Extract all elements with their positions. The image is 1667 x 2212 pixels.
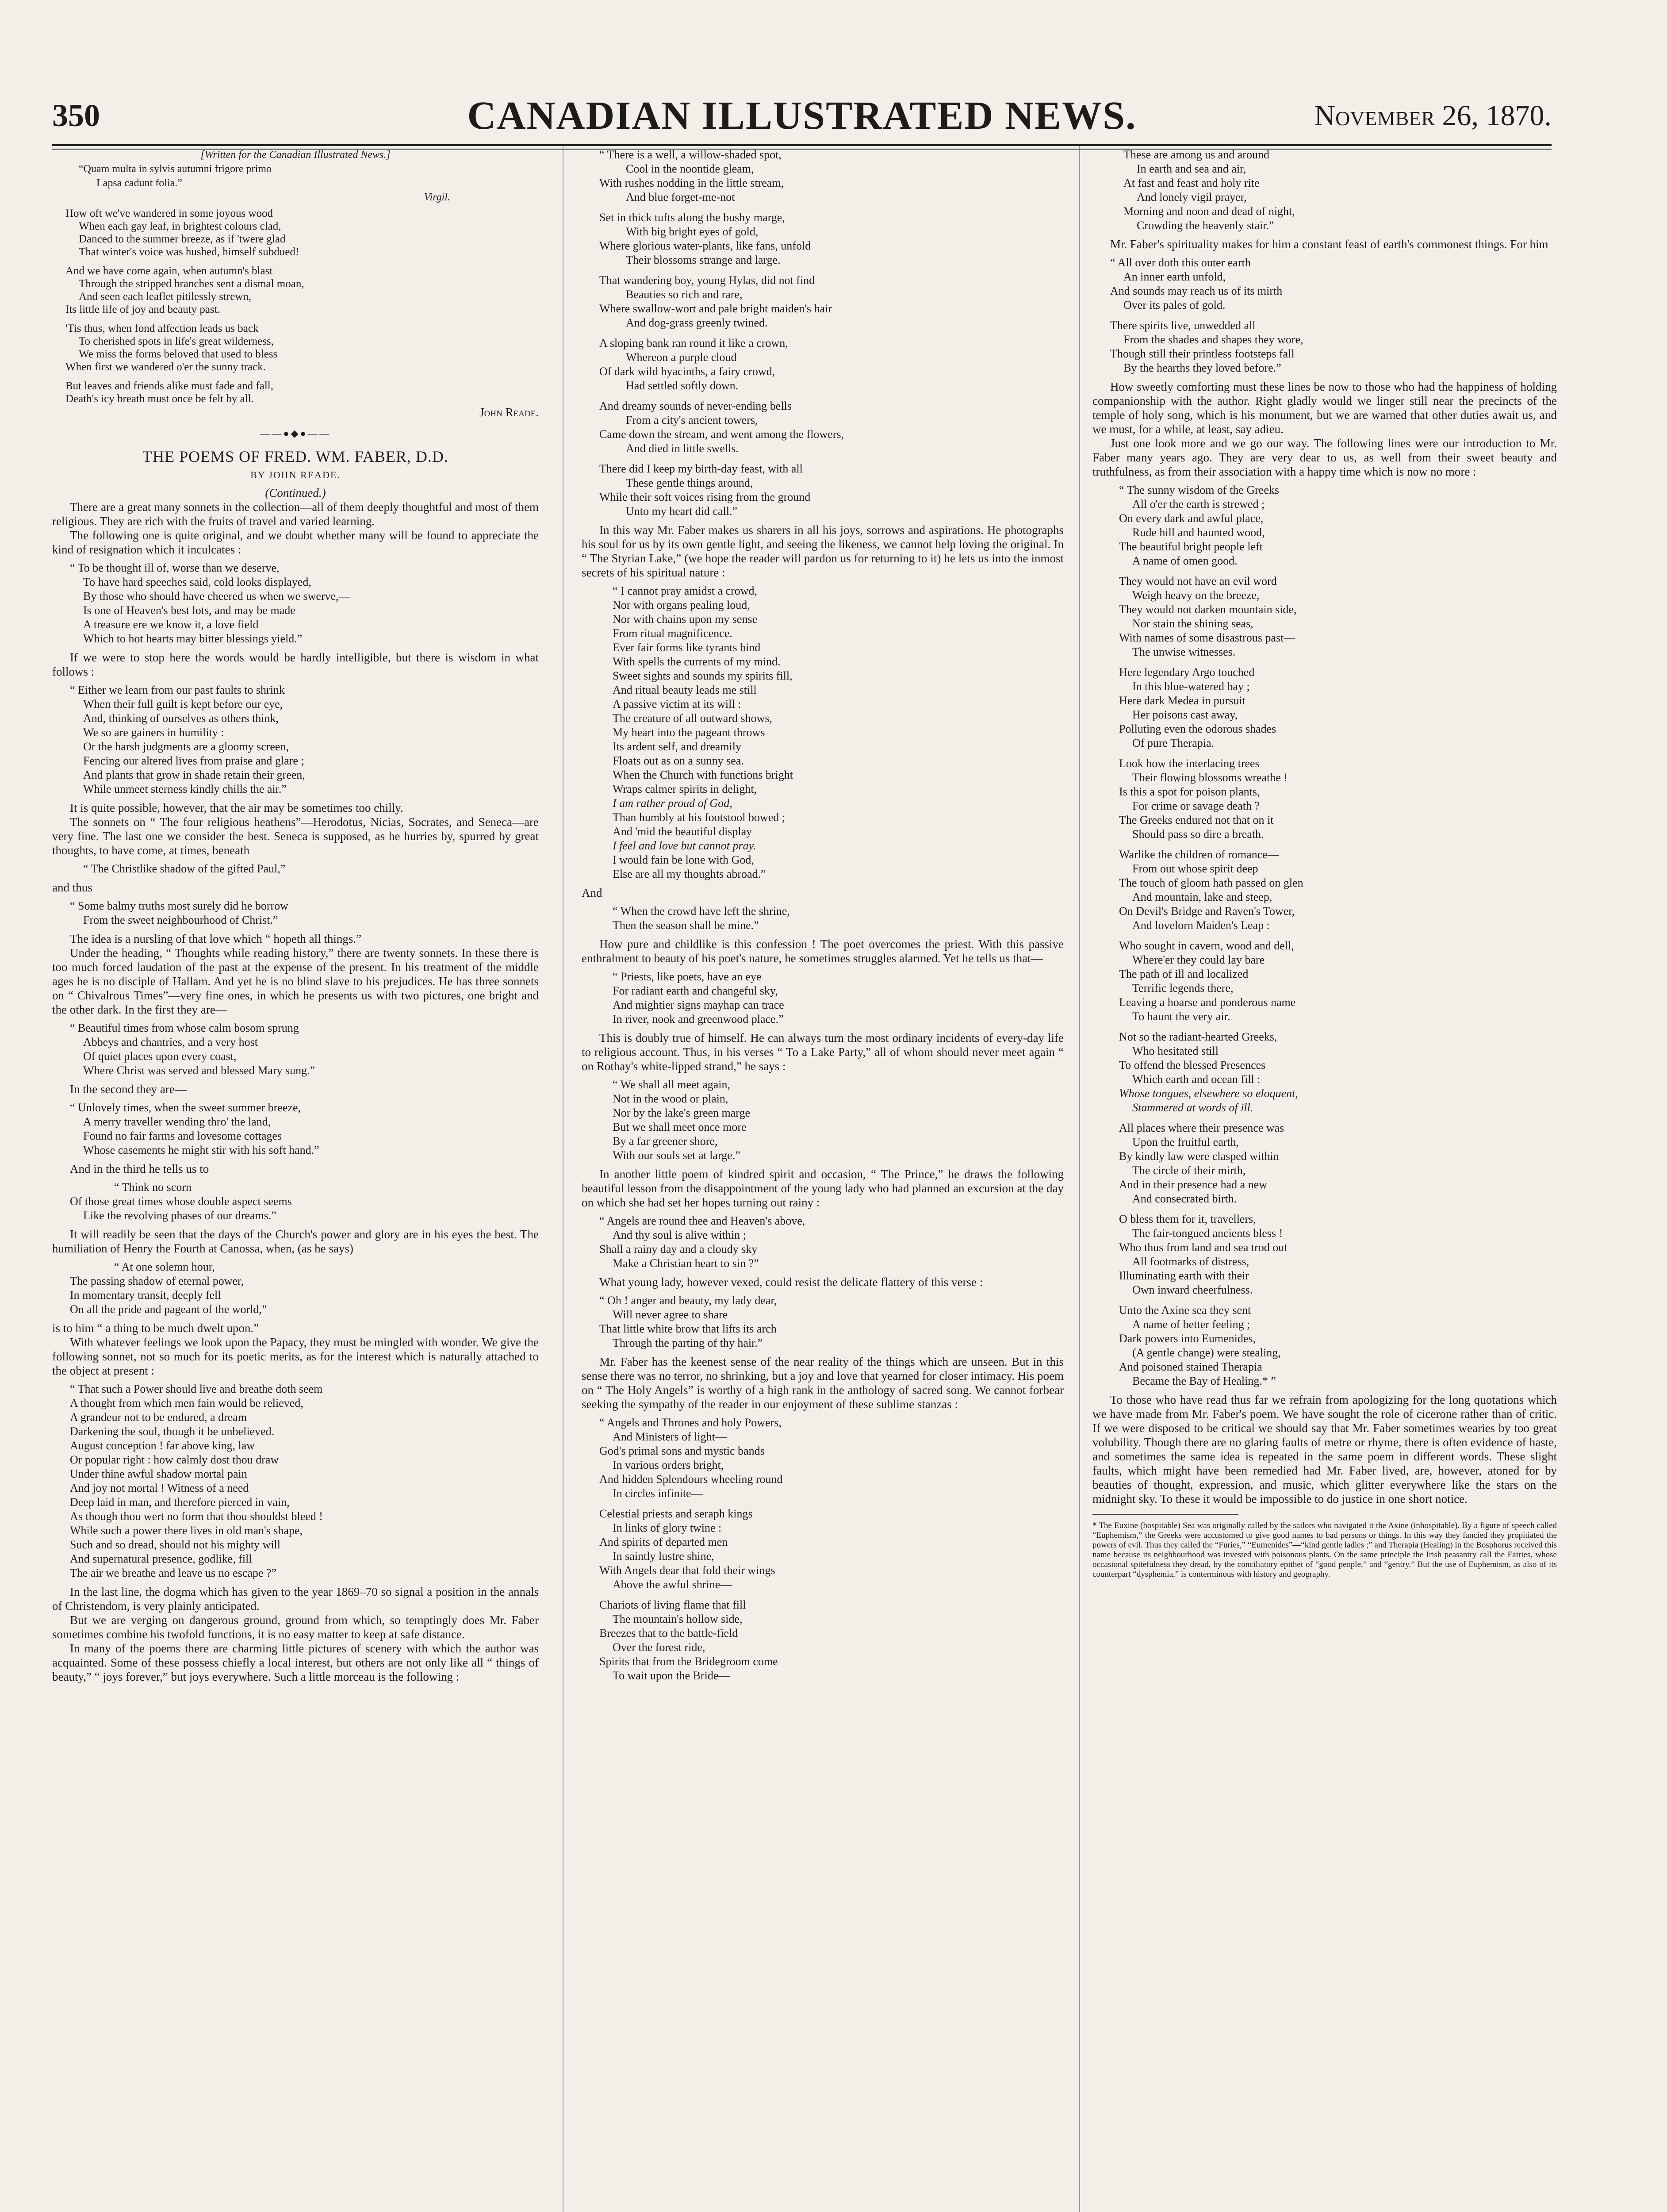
verse-line: Chariots of living flame that fill [599, 1598, 746, 1611]
verse-line: Their blossoms strange and large. [626, 253, 781, 266]
verse-line: A treasure ere we know it, a love field [83, 618, 259, 631]
page-header [52, 93, 1552, 142]
verse-line: O bless them for it, travellers, [1119, 1213, 1256, 1225]
quoted-verse [70, 683, 539, 796]
paragraph: To those who have read thus far we refrain from apologizing for the long quotations which we have made from Mr. Faber's poem. We have sought the role of cicerone rather than of critic. If we were disposed to be critical we should say that Mr. Faber sometimes wearies by too great volubility. Though there are no glaring faults of metre or rhyme, there is often evidence of haste, and sometimes the same idea is repeated in the same poem in different words. These slight faults, which might have been remedied had Mr. Faber lived, are, however, atoned for by beauties of thought, expression, and music, which glitter everywhere like the stars on the midnight sky. To these it would be impossible to do justice in one short notice. [1092, 1393, 1557, 1505]
verse-line: Look how the interlacing trees [1119, 757, 1260, 770]
verse-line: Over its pales of gold. [1123, 299, 1226, 311]
verse-line: The Greeks endured not that on it [1119, 814, 1274, 826]
verse-line: Sweet sights and sounds my spirits fill, [613, 669, 793, 682]
quoted-verse [1119, 483, 1557, 1388]
verse-line: On Devil's Bridge and Raven's Tower, [1119, 905, 1295, 918]
paragraph: Under the heading, “ Thoughts while reading history,” there are twenty sonnets. In these there is too much forced laudation of the past at the expense of the present. In his treatment of the middle ages he is no disciple of Hallam. And yet he is no blind slave to his prejudices. He has three sonnets on “ Chivalrous Times”—very fine ones, in which he presents us with two pictures, one bright and the other dark. In the first they are— [52, 946, 539, 1016]
verse-line: And in their presence had a new [1119, 1178, 1267, 1191]
verse-line: And poisoned stained Therapia [1119, 1360, 1262, 1373]
paragraph: Mr. Faber has the keenest sense of the near reality of the things which are unseen. But in this sense there was no terror, no shrinking, but a joy and love that yearned for closer intimacy. His poem on “ The Holy Angels” is worthy of a high rank in the anthology of sacred song. We cannot forbear seeking the sympathy of the reader in our enjoyment of these sublime stanzas : [582, 1355, 1064, 1411]
verse-line: Nor with chains upon my sense [613, 613, 758, 626]
verse-line: The circle of their mirth, [1132, 1164, 1246, 1177]
paragraph: In the second they are— [70, 1083, 187, 1096]
verse-line: Like the revolving phases of our dreams.” [83, 1209, 276, 1222]
verse-line: The mountain's hollow side, [613, 1613, 743, 1625]
verse-line: But we shall meet once more [613, 1121, 747, 1133]
verse-line: By a far greener shore, [613, 1135, 718, 1148]
article-title: THE POEMS OF FRED. WM. FABER, D.D. [142, 448, 448, 465]
verse-line: An inner earth unfold, [1123, 270, 1226, 283]
verse-line: And died in little swells. [626, 442, 739, 455]
verse-line: “ The sunny wisdom of the Greeks [1119, 484, 1280, 496]
verse-line: From a city's ancient towers, [626, 414, 758, 426]
quoted-verse [70, 1021, 539, 1078]
verse-line: While their soft voices rising from the ground [599, 491, 811, 503]
verse-line: Beauties so rich and rare, [626, 288, 743, 301]
verse-line: A sloping bank ran round it like a crown, [599, 337, 788, 349]
quoted-verse [70, 561, 539, 646]
paragraph: In another little poem of kindred spirit and occasion, “ The Prince,” he draws the following beautiful lesson from the disappointment of the young lady who had planned an excursion at the day on which she had set her hopes turning out rainy : [582, 1167, 1064, 1209]
paragraph: and thus [52, 881, 92, 894]
verse-line: Nor stain the shining seas, [1132, 617, 1253, 630]
quoted-verse [599, 1214, 1064, 1271]
verse-line: In this blue-watered bay ; [1132, 680, 1250, 693]
verse-line: All footmarks of distress, [1132, 1255, 1249, 1268]
verse-line: In various orders bright, [613, 1459, 724, 1471]
paragraph: How pure and childlike is this confession ! The poet overcomes the priest. With this passive enthralment to beauty of his poet's nature, he sometimes struggles alarmed. Yet he tells us that— [582, 937, 1064, 965]
verse-line: With big bright eyes of gold, [626, 225, 759, 238]
paragraph: This is doubly true of himself. He can always turn the most ordinary incidents of every-day life to religious account. Thus, in his verses “ To a Lake Party,” all of whom should never meet again “ on Rothay's white-lipped strand,” he says : [582, 1031, 1064, 1073]
verse-line: Should pass so dire a breath. [1132, 828, 1264, 841]
verse-line: Abbeys and chantries, and a very host [83, 1036, 258, 1048]
page-number: 350 [52, 98, 100, 133]
verse-line: Through the parting of thy hair.” [613, 1336, 763, 1349]
verse-line: The path of ill and localized [1119, 968, 1249, 980]
poem-line: We miss the forms beloved that used to bless [79, 348, 278, 360]
verse-line: A thought from which men fain would be relieved, [70, 1397, 303, 1409]
poem-line: Its little life of joy and beauty past. [65, 303, 220, 315]
verse-line: All places where their presence was [1119, 1121, 1284, 1134]
poem-line: To cherished spots in life's great wilderness, [79, 335, 274, 347]
quoted-verse [599, 1416, 1064, 1683]
verse-line: Here legendary Argo touched [1119, 666, 1255, 679]
verse-line: Than humbly at his footstool bowed ; [613, 811, 785, 824]
verse-line: And joy not mortal ! Witness of a need [70, 1482, 249, 1494]
verse-line: To have hard speeches said, cold looks displayed, [83, 576, 311, 588]
verse-line: God's primal sons and mystic bands [599, 1444, 765, 1457]
verse-line: In circles infinite— [613, 1487, 703, 1500]
quoted-verse [70, 1180, 539, 1223]
verse-line: Such and so dread, should not his mighty will [70, 1538, 280, 1551]
verse-line: Who thus from land and sea trod out [1119, 1241, 1288, 1254]
verse-line: Became the Bay of Healing.* ” [1132, 1375, 1276, 1387]
verse-line: Shall a rainy day and a cloudy sky [599, 1243, 758, 1256]
paragraph: In this way Mr. Faber makes us sharers in all his joys, sorrows and aspirations. He photographs his soul for us by its own gentle light, and seeing the likeness, we cannot help loving the original. In “ The Styrian Lake,” (we hope the reader will pardon us for returning to it) he lets us into the inmost secrets of his spiritual nature : [582, 523, 1064, 579]
paragraph: The sonnets on “ The four religious heathens”—Herodotus, Nicias, Socrates, and Seneca—are very fine. The last one we consider the best. Seneca is supposed, as he hurries by, spurred by great thoughts, to have come, at times, beneath [52, 815, 539, 857]
verse-line: The fair-tongued ancients bless ! [1132, 1227, 1283, 1240]
verse-line: Where'er they could lay bare [1132, 953, 1265, 966]
verse-line: And hidden Splendours wheeling round [599, 1473, 783, 1486]
verse-line: “ All over doth this outer earth [1110, 256, 1251, 269]
verse-line: “ Think no scorn [114, 1181, 192, 1194]
poem-line: Death's icy breath must once be felt by all. [65, 393, 254, 405]
autumn-poem [52, 207, 539, 405]
verse-line: And supernatural presence, godlike, fill [70, 1552, 252, 1565]
paragraph: With whatever feelings we look upon the Papacy, they must be mingled with wonder. We give the following sonnet, not so much for its poetic merits, as for the interest which is naturally attached to the object at present : [52, 1336, 539, 1377]
poem-line: That winter's voice was hushed, himself subdued! [79, 246, 299, 258]
paragraph: If we were to stop here the words would be hardly intelligible, but there is wisdom in what follows : [52, 651, 539, 678]
verse-line: Make a Christian heart to sin ?” [613, 1257, 759, 1270]
quoted-verse [1110, 256, 1557, 375]
verse-line: While unmeet sterness kindly chills the air.” [83, 783, 287, 795]
verse-line: The unwise witnesses. [1132, 645, 1236, 658]
verse-line: A name of omen good. [1132, 554, 1238, 567]
quoted-verse [599, 148, 1064, 518]
verse-line: These are among us and around [1123, 148, 1269, 161]
verse-line: “ Some balmy truths most surely did he borrow [70, 899, 288, 912]
verse-line: And dog-grass greenly twined. [626, 316, 768, 329]
verse-line: With Angels dear that fold their wings [599, 1564, 775, 1577]
verse-line: Of those great times whose double aspect seems [70, 1195, 292, 1208]
verse-line: Morning and noon and dead of night, [1123, 205, 1295, 218]
section-ornament: ——●◆●—— [260, 428, 331, 439]
issue-date: November 26, 1870. [1314, 100, 1552, 132]
verse-line: We so are gainers in humility : [83, 726, 224, 739]
verse-line: For radiant earth and changeful sky, [613, 984, 778, 997]
verse-line: With our souls set at large.” [613, 1149, 740, 1162]
verse-line: From the sweet neighbourhood of Christ.” [83, 914, 278, 926]
verse-line: On every dark and awful place, [1119, 512, 1264, 525]
verse-line: And mountain, lake and steep, [1132, 891, 1272, 903]
verse-line: Weigh heavy on the breeze, [1132, 589, 1260, 602]
paragraph: The following one is quite original, and we doubt whether many will be found to appreciate the kind of resignation which it inculcates : [52, 529, 539, 556]
verse-line: “ Beautiful times from whose calm bosom sprung [70, 1022, 299, 1034]
footnote-rule [1092, 1514, 1238, 1518]
verse-line: Breezes that to the battle-field [599, 1627, 738, 1640]
verse-line: I feel and love but cannot pray. [613, 839, 756, 852]
verse-line: Where Christ was served and blessed Mary sung.” [83, 1064, 315, 1077]
verse-line: In momentary transit, deeply fell [70, 1289, 221, 1302]
verse-line: “ Angels are round thee and Heaven's above, [599, 1214, 805, 1227]
verse-line: Stammered at words of ill. [1132, 1101, 1253, 1114]
verse-line: Spirits that from the Bridegroom come [599, 1655, 778, 1668]
verse-line: “ Either we learn from our past faults to shrink [70, 684, 285, 696]
poem-line: But leaves and friends alike must fade and fall, [65, 380, 273, 392]
paragraph: What young lady, however vexed, could resist the delicate flattery of this verse : [599, 1275, 983, 1289]
verse-line: Under thine awful shadow mortal pain [70, 1467, 247, 1480]
verse-line: Fencing our altered lives from praise and glare ; [83, 754, 304, 767]
verse-line: While such a power there lives in old man's shape, [70, 1524, 303, 1537]
verse-line: To offend the blessed Presences [1119, 1059, 1266, 1071]
verse-line: When the Church with functions bright [613, 768, 793, 781]
verse-line: “ At one solemn hour, [114, 1260, 215, 1273]
verse-line: Who hesitated still [1132, 1045, 1219, 1057]
verse-line: Floats out as on a sunny sea. [613, 754, 744, 767]
verse-line: Is one of Heaven's best lots, and may be made [83, 604, 295, 617]
verse-line: Not in the wood or plain, [613, 1092, 728, 1105]
verse-line: Or popular right : how calmly dost thou draw [70, 1453, 279, 1466]
verse-line: “ We shall all meet again, [613, 1078, 730, 1091]
verse-line: Not so the radiant-hearted Greeks, [1119, 1030, 1277, 1043]
quoted-verse [599, 970, 1064, 1026]
verse-line: Celestial priests and seraph kings [599, 1507, 753, 1520]
verse-line: Whereon a purple cloud [626, 351, 737, 364]
quoted-verse [599, 904, 1064, 933]
publication-title: CANADIAN ILLUSTRATED NEWS. [467, 94, 1137, 138]
verse-line: A name of better feeling ; [1132, 1318, 1250, 1331]
verse-line: Or the harsh judgments are a gloomy screen, [83, 740, 289, 753]
poem-line: Through the stripped branches sent a dismal moan, [79, 278, 304, 290]
verse-line: Came down the stream, and went among the flowers, [599, 428, 844, 441]
verse-line: Had settled softly down. [626, 379, 739, 392]
quoted-verse [70, 899, 539, 927]
column-2 [582, 146, 1064, 1687]
footnote: * The Euxine (hospitable) Sea was originally called by the sailors who navigated it the Axine (inhospitable). By a figure of speech called “Euphemism,” the Greeks were accustomed to give good names to bad persons or things. In this way they fancied they propitiated the powers of evil. Thus they called the “Furies,” “Eumenides”—“kind gentle ladies ;” and Therapia (Healing) in the Bosphorus received this name because its neighbourhood was invested with poisonous plants. On the same principle the Irish peasantry call the Fairies, whose occasional spitefulness they dread, by the conciliatory epithet of “good people,” and “gentry.” But the use of Euphemism, as also of its counterpart “dysphemia,” is conterminous with history and geography. [1092, 1521, 1557, 1579]
verse-line: Dark powers into Eumenides, [1119, 1332, 1256, 1345]
poem-line: When first we wandered o'er the sunny track. [65, 361, 266, 373]
poem-line: When each gay leaf, in brightest colours clad, [79, 220, 281, 232]
paragraph: In many of the poems there are charming little pictures of scenery with which the author was acquainted. Some of these possess chiefly a local interest, but others are not only like all “ things of beauty,” “ joys forever,” but joys everywhere. Such a little morceau is the following : [52, 1642, 539, 1683]
verse-line: And ritual beauty leads me still [613, 684, 757, 696]
poem-line: Danced to the summer breeze, as if 'twere glad [79, 233, 286, 245]
verse-line: My heart into the pageant throws [613, 726, 765, 739]
verse-line: They would not darken mountain side, [1119, 603, 1297, 616]
verse-line: As though thou wert no form that thou shouldst bleed ! [70, 1510, 323, 1523]
column-divider [1079, 146, 1080, 2212]
verse-line: Unto the Axine sea they sent [1119, 1304, 1251, 1317]
verse-line: Of dark wild hyacinths, a fairy crowd, [599, 365, 775, 378]
paragraph: The idea is a nursling of that love which “ hopeth all things.” [70, 932, 362, 945]
quoted-verse [70, 1101, 539, 1157]
verse-line: A merry traveller wending thro' the land, [83, 1115, 271, 1128]
verse-line: That little white brow that lifts its arch [599, 1322, 777, 1335]
verse-line: And lovelorn Maiden's Leap : [1132, 919, 1270, 932]
verse-line: The passing shadow of eternal power, [70, 1275, 244, 1287]
verse-line: From ritual magnificence. [613, 627, 732, 640]
verse-line: Their flowing blossoms wreathe ! [1132, 771, 1288, 784]
poem-line: And we have come again, when autumn's blast [65, 265, 273, 277]
verse-line: In saintly lustre shine, [613, 1550, 714, 1563]
verse-line: By kindly law were clasped within [1119, 1150, 1279, 1163]
verse-line: “ I cannot pray amidst a crowd, [613, 584, 758, 597]
verse-line: Warlike the children of romance— [1119, 848, 1279, 861]
paragraph: It is quite possible, however, that the air may be sometimes too chilly. [70, 801, 403, 814]
verse-line: Else are all my thoughts abroad.” [613, 868, 766, 880]
verse-line: At fast and feast and holy rite [1123, 177, 1260, 189]
verse-line: And, thinking of ourselves as others think, [83, 712, 279, 725]
verse-line: Nor by the lake's green marge [613, 1106, 751, 1119]
epigraph-line: “Quam multa in sylvis autumni frigore primo [79, 163, 272, 175]
verse-line: On all the pride and pageant of the world,” [70, 1303, 267, 1316]
verse-line: They would not have an evil word [1119, 575, 1277, 588]
verse-line: Own inward cheerfulness. [1132, 1283, 1253, 1296]
verse-line: “ To be thought ill of, worse than we deserve, [70, 561, 280, 574]
paragraph: And in the third he tells us to [70, 1162, 209, 1175]
verse-line: Which to hot hearts may bitter blessings yield.” [83, 632, 303, 645]
poem-credit: [Written for the Canadian Illustrated News.] [200, 149, 391, 161]
verse-line: “ Priests, like poets, have an eye [613, 970, 762, 983]
verse-line: Who sought in cavern, wood and dell, [1119, 939, 1294, 952]
verse-line: Upon the fruitful earth, [1132, 1136, 1239, 1148]
verse-line: Above the awful shrine— [613, 1578, 732, 1591]
verse-line: There did I keep my birth-day feast, with all [599, 462, 803, 475]
column-1 [52, 146, 539, 1684]
quoted-verse [70, 1382, 539, 1580]
quoted-verse [70, 1260, 539, 1317]
poem-line: 'Tis thus, when fond affection leads us back [65, 323, 259, 334]
verse-line: Here dark Medea in pursuit [1119, 694, 1245, 707]
quoted-verse [70, 862, 539, 876]
paragraph: It will readily be seen that the days of the Church's power and glory are in his eyes the best. The humiliation of Henry the Fourth at Canossa, when, (as he says) [52, 1228, 539, 1255]
poem-line: How oft we've wandered in some joyous wood [65, 207, 273, 219]
quoted-verse [599, 1294, 1064, 1350]
verse-line: Rude hill and haunted wood, [1132, 526, 1265, 539]
quoted-verse [599, 584, 1064, 881]
verse-line: The air we breathe and leave us no escape ?” [70, 1567, 277, 1579]
verse-line: Leaving a hoarse and ponderous name [1119, 996, 1296, 1009]
continued-label: (Continued.) [265, 486, 326, 499]
poem-line: And seen each leaflet pitilessly strewn, [79, 291, 252, 303]
paragraph: But we are verging on dangerous ground, ground from which, so temptingly does Mr. Faber sometimes combine his twofold functions, it is no easy matter to keep at safe distance. [52, 1613, 539, 1641]
verse-line: “ The Christlike shadow of the gifted Paul,” [83, 862, 286, 875]
quoted-verse [1110, 148, 1557, 233]
verse-line: Though still their printless footsteps fall [1110, 347, 1295, 360]
verse-line: In earth and sea and air, [1137, 162, 1246, 175]
verse-line: And consecrated birth. [1132, 1192, 1237, 1205]
verse-line: (A gentle change) were stealing, [1132, 1346, 1281, 1359]
paragraph: Just one look more and we go our way. The following lines were our introduction to Mr. Faber many years ago. They are very dear to us, as well from their sweet beauty and truthfulness, as from their association with a happy time which is now no more : [1092, 437, 1557, 478]
verse-line: Of pure Therapia. [1132, 737, 1215, 749]
verse-line: Its ardent self, and dreamily [613, 740, 741, 753]
verse-line: Then the season shall be mine.” [613, 919, 759, 932]
article-byline: BY JOHN READE. [250, 469, 341, 480]
verse-line: Crowding the heavenly stair.” [1137, 219, 1274, 232]
verse-line: Will never agree to share [613, 1308, 728, 1321]
verse-line: For crime or savage death ? [1132, 799, 1260, 812]
verse-line: The touch of gloom hath passed on glen [1119, 876, 1303, 889]
verse-line: “ There is a well, a willow-shaded spot, [599, 148, 782, 161]
verse-line: And thy soul is alive within ; [613, 1229, 746, 1241]
verse-line: Her poisons cast away, [1132, 708, 1238, 721]
verse-line: Nor with organs pealing loud, [613, 599, 750, 611]
verse-line: All o'er the earth is strewed ; [1132, 498, 1265, 511]
verse-line: A passive victim at its will : [613, 698, 741, 710]
verse-line: And mightier signs mayhap can trace [613, 998, 784, 1011]
verse-line: From the shades and shapes they wore, [1123, 333, 1303, 346]
verse-line: With rushes nodding in the little stream, [599, 177, 784, 189]
verse-line: From out whose spirit deep [1132, 862, 1258, 875]
paragraph: In the last line, the dogma which has given to the year 1869–70 so signal a position in the annals of Christendom, is very plainly anticipated. [52, 1585, 539, 1613]
verse-line: The creature of all outward shows, [613, 712, 772, 725]
verse-line: “ That such a Power should live and breathe doth seem [70, 1382, 323, 1395]
verse-line: To haunt the very air. [1132, 1010, 1230, 1023]
verse-line: I would fain be lone with God, [613, 853, 754, 866]
verse-line: Unto my heart did call.” [626, 505, 737, 518]
column-3 [1092, 146, 1557, 1579]
verse-line: These gentle things around, [626, 476, 753, 489]
verse-line: In river, nook and greenwood place.” [613, 1013, 784, 1025]
verse-line: “ Unlovely times, when the sweet summer breeze, [70, 1101, 301, 1114]
verse-line: The beautiful bright people left [1119, 540, 1263, 553]
verse-line: Darkening the soul, though it be unbelieved. [70, 1425, 275, 1438]
verse-line: “ Oh ! anger and beauty, my lady dear, [599, 1294, 777, 1307]
verse-line: And Ministers of light— [613, 1430, 727, 1443]
verse-line: In links of glory twine : [613, 1521, 722, 1534]
verse-line: And dreamy sounds of never-ending bells [599, 399, 792, 412]
verse-line: And blue forget-me-not [626, 191, 735, 204]
epigraph-author: Virgil. [424, 192, 450, 203]
verse-line: Found no fair farms and lovesome cottages [83, 1129, 282, 1142]
verse-line: Terrific legends there, [1132, 982, 1234, 995]
verse-line: A grandeur not to be endured, a dream [70, 1411, 247, 1424]
verse-line: When their full guilt is kept before our eye, [83, 698, 283, 710]
verse-line: Is this a spot for poison plants, [1119, 785, 1260, 798]
paragraph: How sweetly comforting must these lines be now to those who had the happiness of holding companionship with the author. Right gladly would we linger still near the precincts of the temple of holy song, which is his monument, but we are warned that other duties await us, and we must, for a while, at least, say adieu. [1092, 380, 1557, 436]
verse-line: August conception ! far above king, law [70, 1439, 255, 1452]
verse-line: “ Angels and Thrones and holy Powers, [599, 1416, 782, 1429]
verse-line: And sounds may reach us of its mirth [1110, 284, 1283, 297]
verse-line: Which earth and ocean fill : [1132, 1073, 1261, 1086]
verse-line: Where swallow-wort and pale bright maiden's hair [599, 302, 832, 315]
verse-line: Deep laid in man, and therefore pierced in vain, [70, 1496, 290, 1509]
verse-line: That wandering boy, young Hylas, did not find [599, 274, 815, 287]
verse-line: And spirits of departed men [599, 1536, 728, 1548]
verse-line: Cool in the noontide gleam, [626, 162, 754, 175]
verse-line: Polluting even the odorous shades [1119, 722, 1276, 735]
verse-line: Wraps calmer spirits in delight, [613, 783, 757, 795]
verse-line: By those who should have cheered us when we swerve,— [83, 590, 350, 603]
verse-line: By the hearths they loved before.” [1123, 361, 1281, 374]
paragraph: There are a great many sonnets in the collection—all of them deeply thoughtful and most of them religious. They are rich with the fruits of travel and varied learning. [52, 500, 539, 528]
verse-line: And 'mid the beautiful display [613, 825, 752, 838]
verse-line: To wait upon the Bride— [613, 1669, 730, 1682]
verse-line: Of quiet places upon every coast, [83, 1050, 237, 1063]
epigraph-line: Lapsa cadunt folia.” [96, 177, 182, 189]
verse-line: With spells the currents of my mind. [613, 655, 781, 668]
verse-line: Where glorious water-plants, like fans, unfold [599, 239, 811, 252]
verse-line: Whose tongues, elsewhere so eloquent, [1119, 1087, 1298, 1100]
verse-line: Illuminating earth with their [1119, 1269, 1249, 1282]
quoted-verse [599, 1078, 1064, 1163]
poem-signature: John Reade. [479, 406, 539, 419]
verse-line: Set in thick tufts along the bushy marge, [599, 211, 785, 224]
verse-line: I am rather proud of God, [613, 797, 732, 810]
verse-line: Whose casements he might stir with his soft hand.” [83, 1144, 319, 1156]
paragraph: Mr. Faber's spirituality makes for him a constant feast of earth's commonest things. For him [1110, 238, 1548, 251]
verse-line: Over the forest ride, [613, 1641, 705, 1654]
verse-line: There spirits live, unwedded all [1110, 319, 1256, 332]
verse-line: With names of some disastrous past— [1119, 631, 1295, 644]
verse-line: And lonely vigil prayer, [1137, 191, 1247, 204]
paragraph: And [582, 886, 602, 899]
verse-line: And plants that grow in shade retain their green, [83, 768, 305, 781]
verse-line: Ever fair forms like tyrants bind [613, 641, 761, 654]
verse-line: “ When the crowd have left the shrine, [613, 905, 790, 918]
paragraph: is to him “ a thing to be much dwelt upon.” [52, 1321, 259, 1335]
